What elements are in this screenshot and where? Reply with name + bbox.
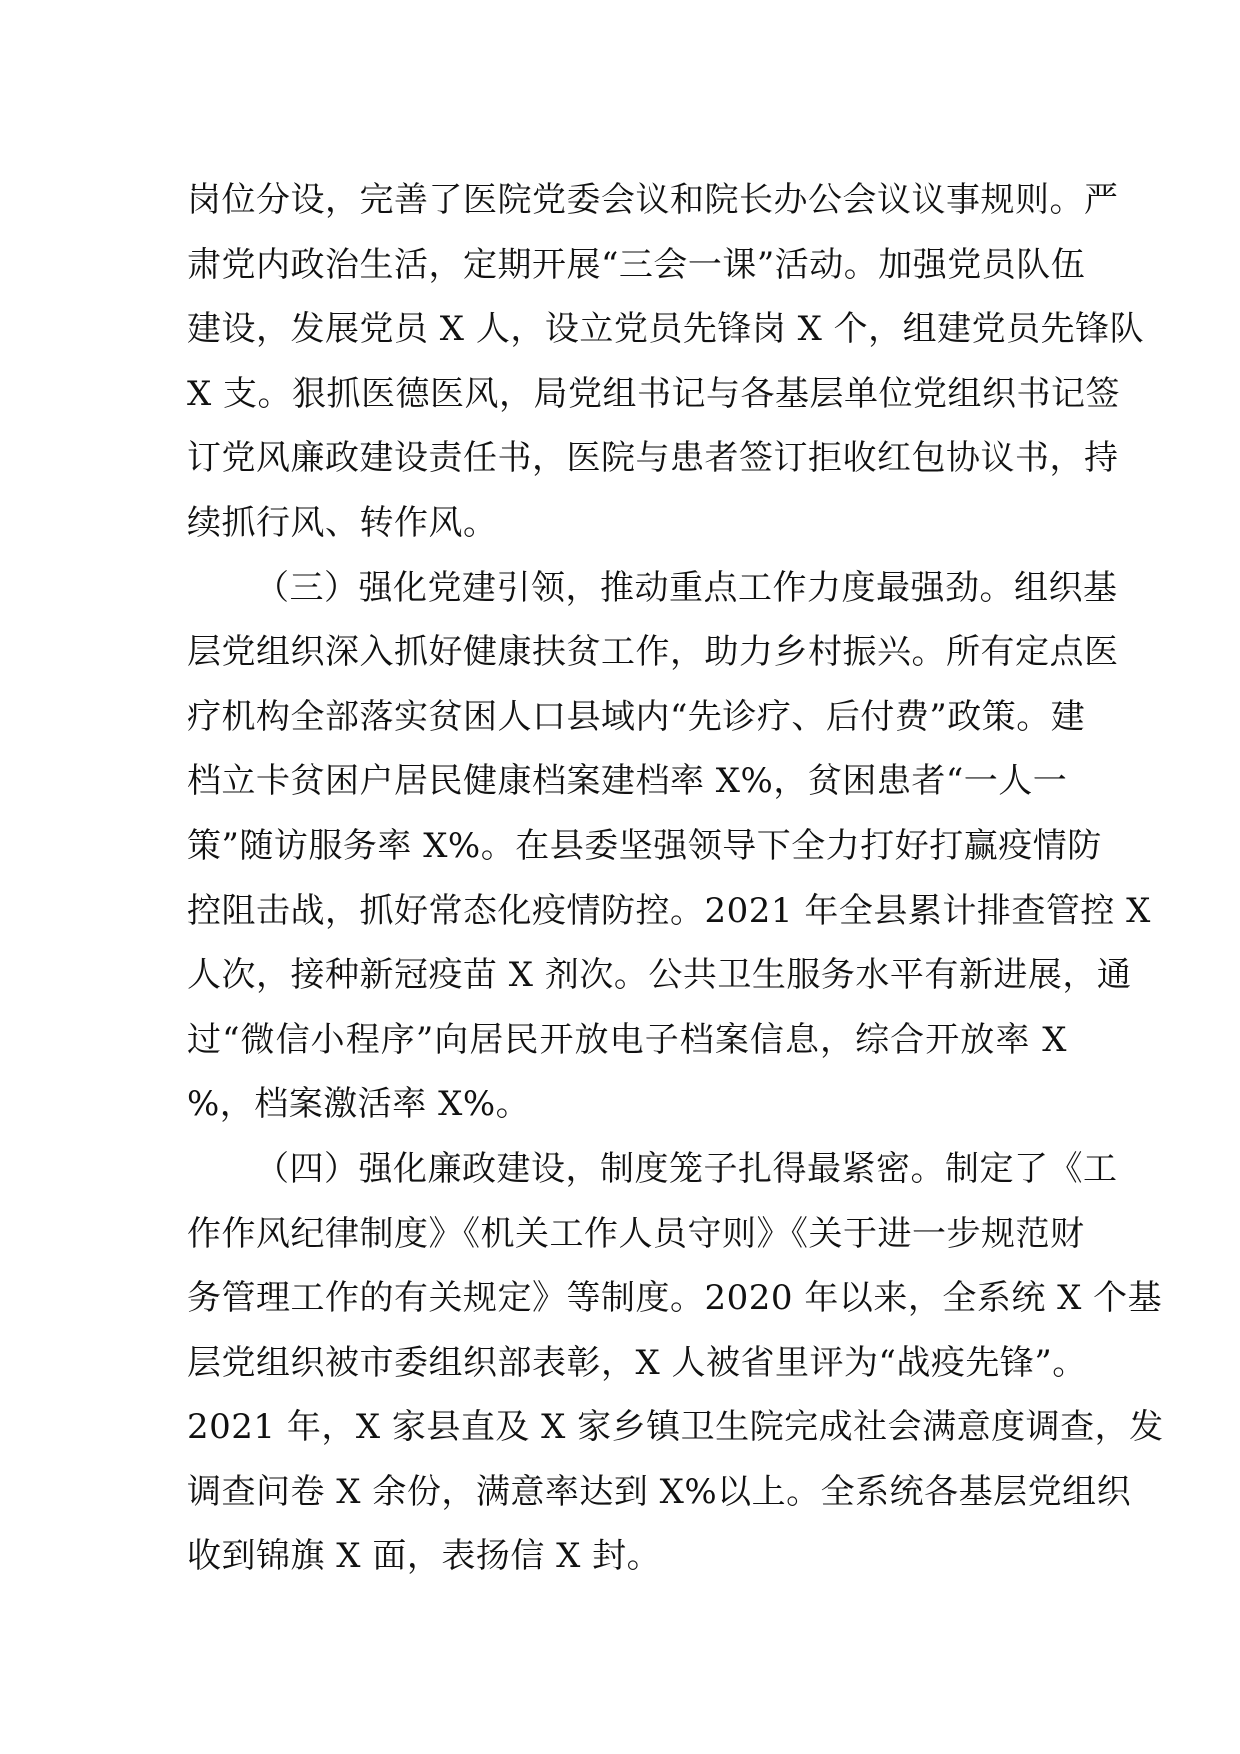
text-line: 岗位分设，完善了医院党委会议和院长办公会议议事规则。严 (187, 180, 1119, 220)
text-line: 人次，接种新冠疫苗 X 剂次。公共卫生服务水平有新进展，通 (187, 955, 1132, 996)
paragraph-1 (187, 168, 1145, 556)
text-line: 调查问卷 X 余份，满意率达到 X%以上。全系统各基层党组织 (187, 1471, 1132, 1512)
text-line: 疗机构全部落实贫困人口县域内“先诊疗、后付费”政策。建 (187, 696, 1086, 737)
text-line: 肃党内政治生活，定期开展“三会一课”活动。加强党员队伍 (187, 244, 1086, 285)
text-line: 续抓行风、转作风。 (187, 502, 498, 543)
document-body (187, 168, 1164, 1589)
text-line: 务管理工作的有关规定》等制度。2020 年以来，全系统 X 个基 (187, 1278, 1163, 1319)
text-line: 2021 年，X 家县直及 X 家乡镇卫生院完成社会满意度调查，发 (187, 1407, 1164, 1448)
text-line: 建设，发展党员 X 人，设立党员先锋岗 X 个，组建党员先锋队 (187, 309, 1145, 350)
text-line: 层党组织被市委组织部表彰，X 人被省里评为“战疫先锋”。 (187, 1342, 1087, 1383)
text-line: 层党组织深入抓好健康扶贫工作，助力乡村振兴。所有定点医 (187, 632, 1119, 673)
paragraph-3 (187, 1137, 1164, 1589)
text-line: 作作风纪律制度》《机关工作人员守则》《关于进一步规范财 (187, 1213, 1085, 1254)
text-line: 控阻击战，抓好常态化疫情防控。2021 年全县累计排查管控 X (187, 890, 1151, 931)
text-line: 收到锦旗 X 面，表扬信 X 封。 (187, 1536, 662, 1577)
text-line: 订党风廉政建设责任书，医院与患者签订拒收红包协议书，持 (187, 438, 1119, 479)
text-line: %，档案激活率 X%。 (187, 1084, 531, 1125)
text-line: 策”随访服务率 X%。在县委坚强领导下全力打好打赢疫情防 (187, 825, 1102, 866)
section-heading-line: （三）强化党建引领，推动重点工作力度最强劲。组织基 (255, 567, 1118, 608)
text-line: 档立卡贫困户居民健康档案建档率 X%，贫困患者“一人一 (187, 761, 1068, 802)
section-heading-line: （四）强化廉政建设，制度笼子扎得最紧密。制定了《工 (255, 1148, 1118, 1189)
text-line: X 支。狠抓医德医风，局党组书记与各基层单位党组织书记签 (187, 373, 1121, 414)
paragraph-2 (187, 556, 1151, 1137)
text-line: 过“微信小程序”向居民开放电子档案信息，综合开放率 X (187, 1019, 1067, 1060)
